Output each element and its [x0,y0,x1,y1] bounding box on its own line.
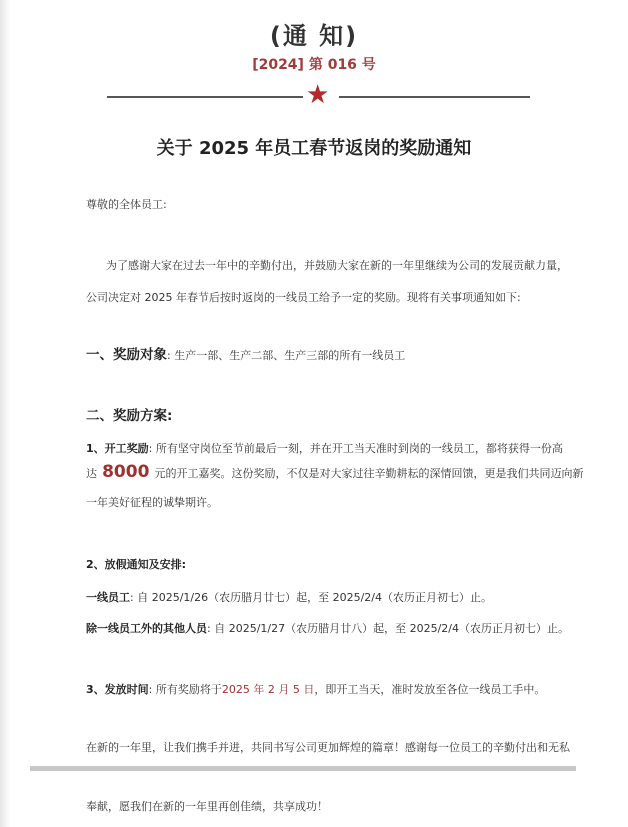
item-1-text: : 所有坚守岗位至节前最后一刻，并在开工当天准时到岗的一线员工，都将获得一份高 [148,442,563,455]
document-title: (通 知) [269,22,359,50]
item-1-line-1 [86,437,563,456]
document-number: [2024] 第 016 号 [252,57,376,73]
intro-line-2: 公司决定对 2025 年春节后按时返岗的一线员工给予一定的奖励。现将有关事项通知如下: [86,291,521,304]
payout-date: 2025 年 2 月 5 日 [221,683,315,696]
frontline-label: 一线员工 [86,591,130,604]
closing-line-2: 奉献，愿我们在新的一年里再创佳绩，共享成功！ [86,800,328,813]
bonus-amount: 8000 [102,462,150,482]
notice-headline: 关于 2025 年员工春节返岗的奖励通知 [156,138,472,159]
item-3-suffix: ，即开工当天，准时发放至各位一线员工手中。 [314,683,546,696]
divider-right [339,96,530,98]
frontline-schedule [86,586,492,605]
others-text: : 自 2025/1/27（农历腊月廿八）起，至 2025/2/4（农历正月初七）止。 [207,622,569,635]
item-2-heading: 2、放假通知及安排: [86,558,187,571]
closing-line-1: 在新的一年里，让我们携手并进，共同书写公司更加辉煌的篇章！感谢每一位员工的辛勤付出和无私 [86,741,570,754]
divider-left [107,96,303,98]
section-1-text: : 生产一部、生产二部、生产三部的所有一线员工 [167,349,406,362]
item-1-label: 1、开工奖励 [86,442,149,455]
others-schedule [86,617,569,636]
item-3-label: 3、发放时间 [86,683,149,696]
section-1-heading: 一、奖励对象 [86,347,167,363]
item-1-suffix: 元的开工嘉奖。这份奖励，不仅是对大家过往辛勤耕耘的深情回馈，更是我们共同迈向新 [154,467,584,480]
intro-line-1: 为了感谢大家在过去一年中的辛勤付出，并鼓励大家在新的一年里继续为公司的发展贡献力量， [106,259,568,272]
item-1-prefix: 达 [86,467,97,480]
section-2-heading: 二、奖励方案: [86,408,173,424]
section-1 [86,343,405,363]
item-1-line-3: 一年美好征程的诚挚期许。 [86,496,218,509]
item-1-line-2 [86,462,584,482]
item-3-prefix: : 所有奖励将于 [148,683,222,696]
page-fold-shadow [30,766,576,771]
item-3 [86,678,545,697]
frontline-text: : 自 2025/1/26（农历腊月廿七）起，至 2025/2/4（农历正月初七）止。 [130,591,492,604]
scan-edge-shadow [0,0,10,827]
greeting: 尊敬的全体员工: [86,198,167,211]
others-label: 除一线员工外的其他人员 [86,622,207,635]
star-icon: ★ [306,80,330,110]
